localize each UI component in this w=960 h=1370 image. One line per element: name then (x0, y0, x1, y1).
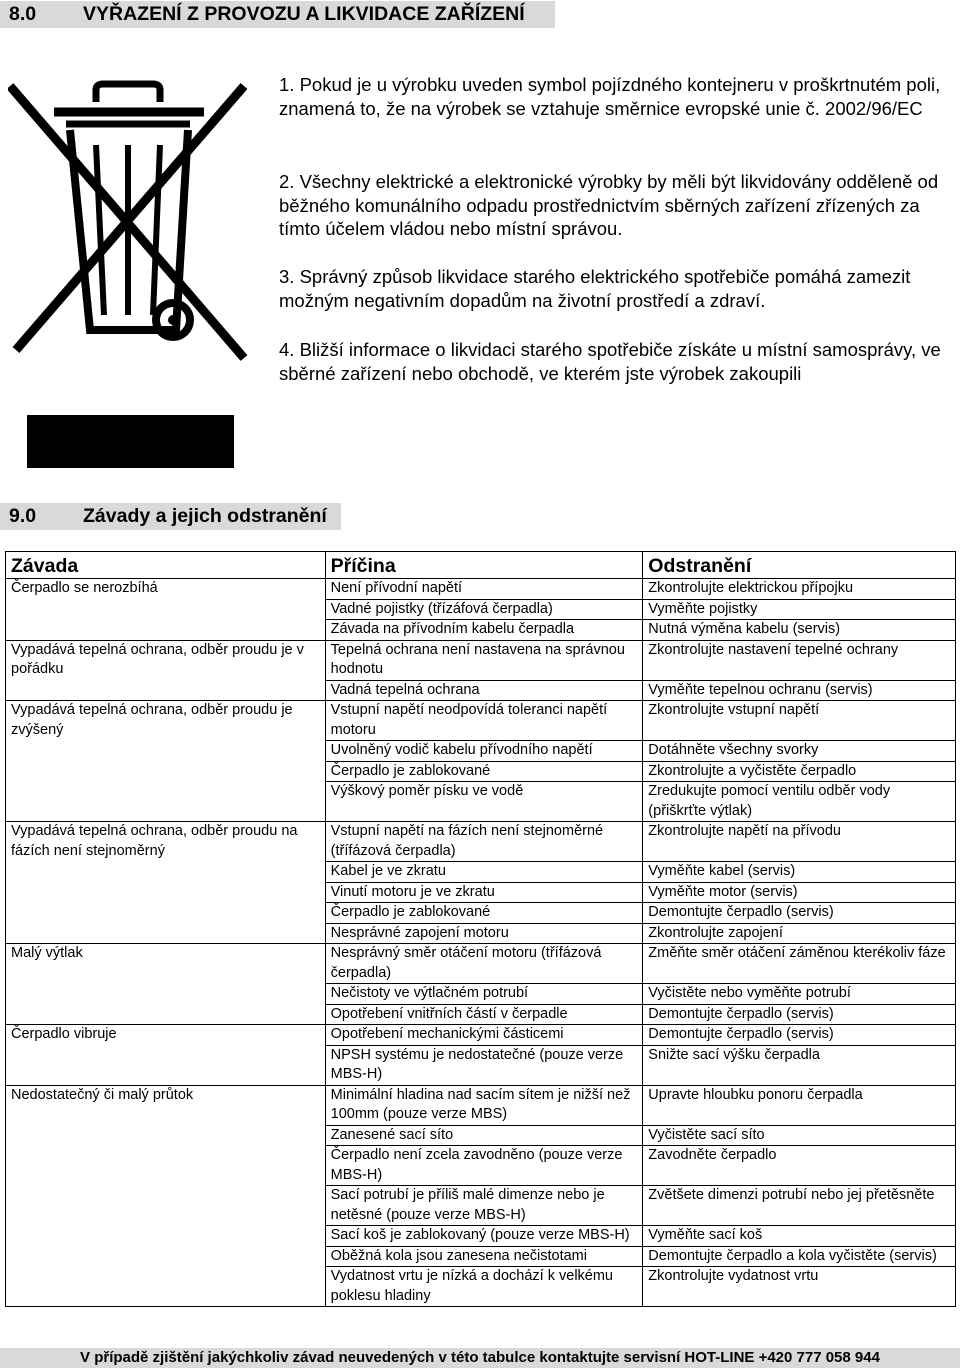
fault-cell: Vypadává tepelná ochrana, odběr proudu je zvýšený (6, 701, 326, 741)
fix-cell: Vyměňte sací koš (643, 1226, 956, 1247)
table-row (6, 822, 956, 862)
fix-cell: Dotáhněte všechny svorky (643, 741, 956, 762)
disposal-paragraph-3: 3. Správný způsob likvidace starého elektrického spotřebiče pomáhá zamezit možným negativním dopadům na životní prostředí a zdraví. (279, 266, 911, 311)
cause-cell: Závada na přívodním kabelu čerpadla (325, 620, 643, 641)
table-row (6, 1045, 956, 1085)
fault-cell (6, 1146, 326, 1186)
fault-cell (6, 680, 326, 701)
cause-cell: Minimální hladina nad sacím sítem je nižší než 100mm (pouze verze MBS) (325, 1085, 643, 1125)
fix-cell: Snižte sací výšku čerpadla (643, 1045, 956, 1085)
fix-cell: Zkontrolujte zapojení (643, 923, 956, 944)
fix-cell: Zkontrolujte elektrickou přípojku (643, 579, 956, 600)
table-row (6, 1025, 956, 1046)
cause-cell: Vstupní napětí neodpovídá toleranci napětí motoru (325, 701, 643, 741)
fault-cell (6, 761, 326, 782)
disposal-paragraph-1: 1. Pokud je u výrobku uveden symbol pojízdného kontejneru v proškrtnutém poli, znamená to, že na výrobek se vztahuje směrnice evropské unie č. 2002/96/EC (279, 74, 941, 119)
column-header-fault: Závada (6, 552, 326, 579)
table-row (6, 1246, 956, 1267)
disposal-paragraph-2: 2. Všechny elektrické a elektronické výrobky by měli být likvidovány odděleně od běžného komunálního odpadu prostřednictvím sběrných zařízení zřízených za tímto účelem vládou nebo místní správou. (279, 171, 939, 239)
fault-cell (6, 620, 326, 641)
fix-cell: Změňte směr otáčení záměnou kterékoliv fáze (643, 944, 956, 984)
fault-cell (6, 862, 326, 883)
fix-cell: Vyčistěte sací síto (643, 1125, 956, 1146)
table-row (6, 782, 956, 822)
table-row (6, 599, 956, 620)
fault-cell (6, 1125, 326, 1146)
cause-cell: Tepelná ochrana není nastavena na správnou hodnotu (325, 640, 643, 680)
cause-cell: Vadné pojistky (třízáfová čerpadla) (325, 599, 643, 620)
table-row (6, 1226, 956, 1247)
fault-cell (6, 923, 326, 944)
fault-cell: Čerpadlo vibruje (6, 1025, 326, 1046)
fault-cell (6, 882, 326, 903)
cause-cell: Čerpadlo není zcela zavodněno (pouze verze MBS-H) (325, 1146, 643, 1186)
column-header-fix: Odstranění (643, 552, 956, 579)
fix-cell: Upravte hloubku ponoru čerpadla (643, 1085, 956, 1125)
cause-cell: Vydatnost vrtu je nízká a dochází k velkému poklesu hladiny (325, 1267, 643, 1307)
fix-cell: Nutná výměna kabelu (servis) (643, 620, 956, 641)
fault-cell: Vypadává tepelná ochrana, odběr proudu na fázích není stejnoměrný (6, 822, 326, 862)
cause-cell: Není přívodní napětí (325, 579, 643, 600)
fix-cell: Demontujte čerpadlo (servis) (643, 1004, 956, 1025)
fix-cell: Zkontrolujte a vyčistěte čerpadlo (643, 761, 956, 782)
cause-cell: Sací potrubí je příliš malé dimenze nebo je netěsné (pouze verze MBS-H) (325, 1186, 643, 1226)
section-8-title: VYŘAZENÍ Z PROVOZU A LIKVIDACE ZAŘÍZENÍ (83, 3, 525, 25)
crossed-out-wheelie-bin-icon (8, 80, 248, 365)
cause-cell: Čerpadlo je zablokované (325, 903, 643, 924)
column-header-cause: Příčina (325, 552, 643, 579)
table-row (6, 741, 956, 762)
cause-cell: Nečistoty ve výtlačném potrubí (325, 984, 643, 1005)
cause-cell: Vinutí motoru je ve zkratu (325, 882, 643, 903)
fix-cell: Demontujte čerpadlo (servis) (643, 1025, 956, 1046)
table-row (6, 882, 956, 903)
cause-cell: Sací koš je zablokovaný (pouze verze MBS-H) (325, 1226, 643, 1247)
fault-cell (6, 1004, 326, 1025)
table-row (6, 1085, 956, 1125)
fix-cell: Zvětšete dimenzi potrubí nebo jej přetěsněte (643, 1186, 956, 1226)
bin-symbol-bar (27, 415, 234, 468)
table-row (6, 862, 956, 883)
fix-cell: Vyměňte motor (servis) (643, 882, 956, 903)
section-9-title: Závady a jejich odstranění (83, 505, 327, 527)
section-8-number: 8.0 (9, 3, 37, 25)
cause-cell: Opotřebení vnitřních částí v čerpadle (325, 1004, 643, 1025)
table-row (6, 1186, 956, 1226)
table-row (6, 579, 956, 600)
table-row (6, 1004, 956, 1025)
table-body (6, 579, 956, 1307)
fault-cell (6, 1186, 326, 1226)
fault-cell (6, 741, 326, 762)
fault-cell (6, 1226, 326, 1247)
table-row (6, 944, 956, 984)
cause-cell: Opotřebení mechanickými částicemi (325, 1025, 643, 1046)
hotline-footer: V případě zjištění jakýchkoliv závad neuvedených v této tabulce kontaktujte servisní HOT-LINE +420 777 058 944 (0, 1348, 960, 1368)
section-9-number: 9.0 (9, 505, 37, 527)
disposal-paragraph-4: 4. Bližší informace o likvidaci starého spotřebiče získáte u místní samosprávy, ve sběrné zařízení nebo obchodě, ve kterém jste výrobek zakoupili (279, 339, 941, 384)
fault-cell: Malý výtlak (6, 944, 326, 984)
fault-cell (6, 1045, 326, 1085)
fix-cell: Demontujte čerpadlo a kola vyčistěte (servis) (643, 1246, 956, 1267)
table-row (6, 984, 956, 1005)
fix-cell: Vyměňte tepelnou ochranu (servis) (643, 680, 956, 701)
cause-cell: Výškový poměr písku ve vodě (325, 782, 643, 822)
table-row (6, 1125, 956, 1146)
cause-cell: Nesprávné zapojení motoru (325, 923, 643, 944)
fault-cell (6, 782, 326, 822)
cause-cell: Uvolněný vodič kabelu přívodního napětí (325, 741, 643, 762)
fault-cell: Nedostatečný či malý průtok (6, 1085, 326, 1125)
table-row (6, 923, 956, 944)
fault-cell (6, 984, 326, 1005)
fix-cell: Zavodněte čerpadlo (643, 1146, 956, 1186)
section-8-heading (0, 1, 555, 28)
table-row (6, 761, 956, 782)
table-row (6, 1267, 956, 1307)
fault-cell: Čerpadlo se nerozbíhá (6, 579, 326, 600)
cause-cell: Vstupní napětí na fázích není stejnoměrné (třífázová čerpadla) (325, 822, 643, 862)
cause-cell: Oběžná kola jsou zanesena nečistotami (325, 1246, 643, 1267)
table-row (6, 680, 956, 701)
fix-cell: Vyměňte kabel (servis) (643, 862, 956, 883)
fault-cell (6, 903, 326, 924)
cause-cell: Čerpadlo je zablokované (325, 761, 643, 782)
fix-cell: Zkontrolujte vydatnost vrtu (643, 1267, 956, 1307)
cause-cell: NPSH systému je nedostatečné (pouze verze MBS-H) (325, 1045, 643, 1085)
fault-cell: Vypadává tepelná ochrana, odběr proudu je v pořádku (6, 640, 326, 680)
cause-cell: Kabel je ve zkratu (325, 862, 643, 883)
section-9-heading (0, 503, 341, 530)
table-row (6, 1146, 956, 1186)
cause-cell: Vadná tepelná ochrana (325, 680, 643, 701)
table-row (6, 620, 956, 641)
table-row (6, 701, 956, 741)
fix-cell: Vyměňte pojistky (643, 599, 956, 620)
fix-cell: Zkontrolujte nastavení tepelné ochrany (643, 640, 956, 680)
cause-cell: Zanesené sací síto (325, 1125, 643, 1146)
fix-cell: Zredukujte pomocí ventilu odběr vody (přiškrťte výtlak) (643, 782, 956, 822)
fault-cell (6, 599, 326, 620)
fix-cell: Demontujte čerpadlo (servis) (643, 903, 956, 924)
fault-cell (6, 1267, 326, 1307)
fault-cell (6, 1246, 326, 1267)
fix-cell: Vyčistěte nebo vyměňte potrubí (643, 984, 956, 1005)
table-row (6, 903, 956, 924)
cause-cell: Nesprávný směr otáčení motoru (třífázová čerpadla) (325, 944, 643, 984)
table-header-row (6, 552, 956, 579)
fix-cell: Zkontrolujte vstupní napětí (643, 701, 956, 741)
table-row (6, 640, 956, 680)
fix-cell: Zkontrolujte napětí na přívodu (643, 822, 956, 862)
troubleshooting-table (5, 551, 956, 1307)
